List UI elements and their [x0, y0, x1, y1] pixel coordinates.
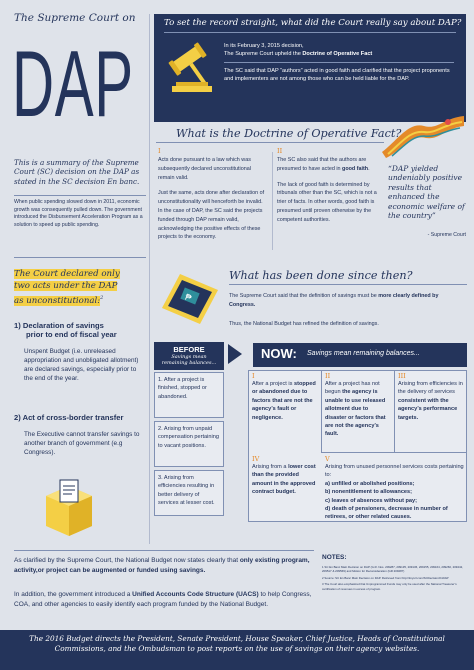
now-header [253, 343, 467, 367]
notes-heading: NOTES: [322, 554, 347, 561]
bottom-p2-bold: Unified Accounts Code Structure (UACS) [132, 591, 259, 598]
now-cell-5 [325, 463, 465, 522]
before-item-2-text: 2. Arising from unpaid compensation pertaining to vacant positions. [158, 426, 219, 449]
banner-p1-b: The Supreme Court upheld the [224, 51, 303, 58]
note-item: 1 SC En Banc Main Decision on DAP (G.R. Nos. 209287, 209135, 209136, 209155, 209164, 209260, 209442, 209517 & 209569) and Motion for Reconsideration (GR 209287) [322, 565, 464, 574]
divider [14, 550, 314, 551]
before-subtitle: Savings mean remaining balances... [161, 354, 217, 366]
item-2-text: The Executive cannot transfer savings to another branch of government (e.g Congress). [24, 431, 140, 456]
document-box-icon [42, 478, 96, 540]
divider [272, 152, 273, 250]
item-1-title-b: prior to end of fiscal year [26, 330, 117, 339]
now-cell-3 [398, 380, 464, 422]
done-p1-bold: more clearly defined by Congress. [229, 293, 439, 308]
bottom-p1: As clarified by the Supreme Court, the National Budget now states clearly that [14, 557, 240, 564]
bottom-p1-bold: only existing program, activity,or project can be augmented or funded using savings. [14, 557, 310, 574]
before-item-2 [154, 421, 224, 467]
declared-line-1: The Court declared only [14, 269, 120, 279]
quote: “DAP yielded undeniably positive results that enhanced the economic welfare of the country” [388, 164, 465, 221]
now-c5-item: d) death of pensioners, decrease in number of retirees, or other related causes. [325, 506, 448, 521]
quote-attribution: - Supreme Court [427, 232, 466, 238]
now-c1: After a project is [252, 381, 294, 387]
doctrine-heading: What is the Doctrine of Operative Fact? [176, 127, 402, 140]
doctrine-col2-a: The SC also said that the authors are presumed to have acted in [277, 157, 367, 172]
banner-divider [164, 32, 456, 33]
divider [321, 452, 467, 453]
roman-ii: II [277, 147, 283, 155]
doctrine-col1-b: Just the same, acts done after declaration of unconstitutionality will henceforth be invalid. In the case of DAP, the SC said the projects funded through DAP remain valid, acknowledging the positive effects of these projects to the economy. [158, 190, 265, 241]
summary-text: This is a summary of the Supreme Court (SC) decision on the DAP as stated in the SC decision En banc. [14, 158, 140, 186]
now-cell-1 [252, 380, 318, 422]
now-c5-item: c) leaves of absences without pay; [325, 497, 418, 504]
before-header [154, 342, 224, 370]
before-item-3-text: 3. Arising from efficiencies resulting in better delivery of services at lesser cost. [158, 475, 215, 507]
footer-text: The 2016 Budget directs the President, Senate President, House Speaker, Chief Justice, Heads of Constitutional Commissions, and the Ombudsman to post reports on the use of savings on their agency websites. [29, 634, 445, 653]
now-c3: Arising from efficiencies in the delivery of services [398, 381, 463, 396]
now-c4: Arising from a [252, 464, 289, 470]
ribbon-icon [378, 112, 468, 160]
note-item: 2 Source: SC En Banc Main Decision on DAP. Retrieved from http://tinyurl.com/SCDecisionOnDAP [322, 575, 449, 580]
now-roman-1: I [252, 372, 255, 380]
declared-heading: The Court declared only two acts under the DAP as unconstitutional:$^2$ [14, 269, 120, 306]
item-2-title: 2) Act of cross-border transfer [14, 413, 124, 422]
bottom-p2-rest: to help Congress, COA, and other agencies to easily identify each program funded by the National Budget. [14, 591, 312, 608]
now-c5: Arising from unused personnel services costs pertaining to: [325, 464, 464, 479]
banner-p1-a: In its February 3, 2015 decision, [224, 43, 304, 49]
before-title: BEFORE [173, 345, 205, 354]
divider [321, 370, 322, 452]
now-roman-2: II [325, 372, 331, 380]
now-c3-bold: consistent with the agency’s performance targets. [398, 397, 458, 421]
doctrine-col-2: The SC also said that the authors are presumed to have acted in good faith. The lack of good faith is determined by tribunals other than the SC, which is not a trier of facts. In other words, good faith is presumed until proven otherwise by the competent authorities. [277, 157, 377, 223]
before-item-1 [154, 372, 224, 418]
now-c1-bold: stopped or abandoned due to factors that are not the agency’s fault or negligence. [252, 381, 316, 421]
declared-line-2: two acts under the DAP [14, 281, 118, 291]
gavel-icon [164, 42, 218, 98]
now-roman-5: V [325, 455, 330, 463]
doctrine-col-1 [158, 156, 268, 242]
before-item-1-text: 1. After a project is finished, stopped or abandoned. [158, 377, 207, 400]
banner-title: To set the record straight, what did the Court really say about DAP? [164, 18, 462, 28]
money-icon [156, 268, 224, 328]
now-title: NOW: [261, 346, 297, 361]
arrow-icon [228, 344, 242, 364]
divider [14, 257, 146, 258]
now-c5-item: a) unfilled or abolished positions; [325, 480, 415, 487]
dap-title: DAP [12, 31, 134, 136]
now-subtitle: Savings mean remaining balances... [307, 350, 420, 357]
note-item: 3 The Court also emphasized that Unprogrammed Funds may only be used after the National Treasurer’s certification of revenues in excess of program. [322, 582, 457, 591]
declared-line-3: as unconstitutional: [14, 295, 101, 306]
now-c5-item: b) nonentitlement to allowances; [325, 489, 413, 496]
banner-paragraph-2: The SC said that DAP “authors” acted in good faith and clarified that the project proponents and implementers are not among those who can be held liable for the DAP. [224, 68, 450, 83]
item-1 [14, 321, 146, 383]
done-heading: What has been done since then? [229, 269, 413, 282]
done-paragraph-2: Thus, the National Budget has refined the definition of savings. [229, 321, 379, 327]
done-paragraph-1 [229, 292, 465, 310]
divider [394, 370, 395, 452]
now-c2: After a project has not begun [325, 381, 380, 396]
doctrine-col2-bold: good faith [342, 165, 369, 172]
item-1-title-a: 1) Declaration of savings [14, 321, 104, 330]
now-roman-4: IV [252, 455, 260, 463]
intro-text: When public spending slowed down in 2011, economic growth was consequently pulled down. The government introduced the Disbursement Acceleration Program as a solution to speed up public spending. [14, 199, 143, 228]
before-item-3 [154, 470, 224, 516]
bottom-paragraph-1 [14, 556, 314, 575]
banner-paragraph-1 [224, 42, 454, 58]
banner-divider-2 [224, 62, 454, 63]
done-p1: The Supreme Court said that the definition of savings must be [229, 293, 379, 299]
now-cell-2 [325, 380, 391, 439]
doctrine-col1-a: Acts done pursuant to a law which was subsequently declared unconstitutional remain valid. [158, 157, 251, 181]
roman-i: I [158, 147, 161, 155]
now-c2-bold: the agency is unable to use released allotment due to disaster or factors that are not the agency’s fault. [325, 389, 386, 438]
banner-p1-bold: Doctrine of Operative Fact [302, 51, 373, 58]
divider [156, 142, 384, 143]
item-2 [14, 413, 146, 457]
divider [229, 284, 467, 285]
now-c4-bold: lower cost than the provided amount in the approved contract budget. [252, 464, 316, 496]
item-1-text: Unspent Budget (i.e. unreleased appropriation and unobligated allotment) are declared savings, especially prior to the end of the year. [24, 348, 139, 382]
bottom-paragraph-2 [14, 590, 314, 609]
now-cell-4 [252, 463, 318, 497]
now-roman-3: III [398, 372, 406, 380]
bottom-p2: In addition, the government introduced a [14, 591, 133, 598]
kicker: The Supreme Court on [14, 12, 136, 24]
doctrine-col2-b: The lack of good faith is determined by tribunals other than the SC, which is not a trier of facts. In other words, good faith is presumed until proven otherwise by the competent authorities. [277, 181, 377, 223]
divider [14, 195, 146, 196]
svg-text:₱: ₱ [183, 291, 193, 304]
column-divider [149, 14, 150, 544]
notes-list [322, 565, 467, 591]
